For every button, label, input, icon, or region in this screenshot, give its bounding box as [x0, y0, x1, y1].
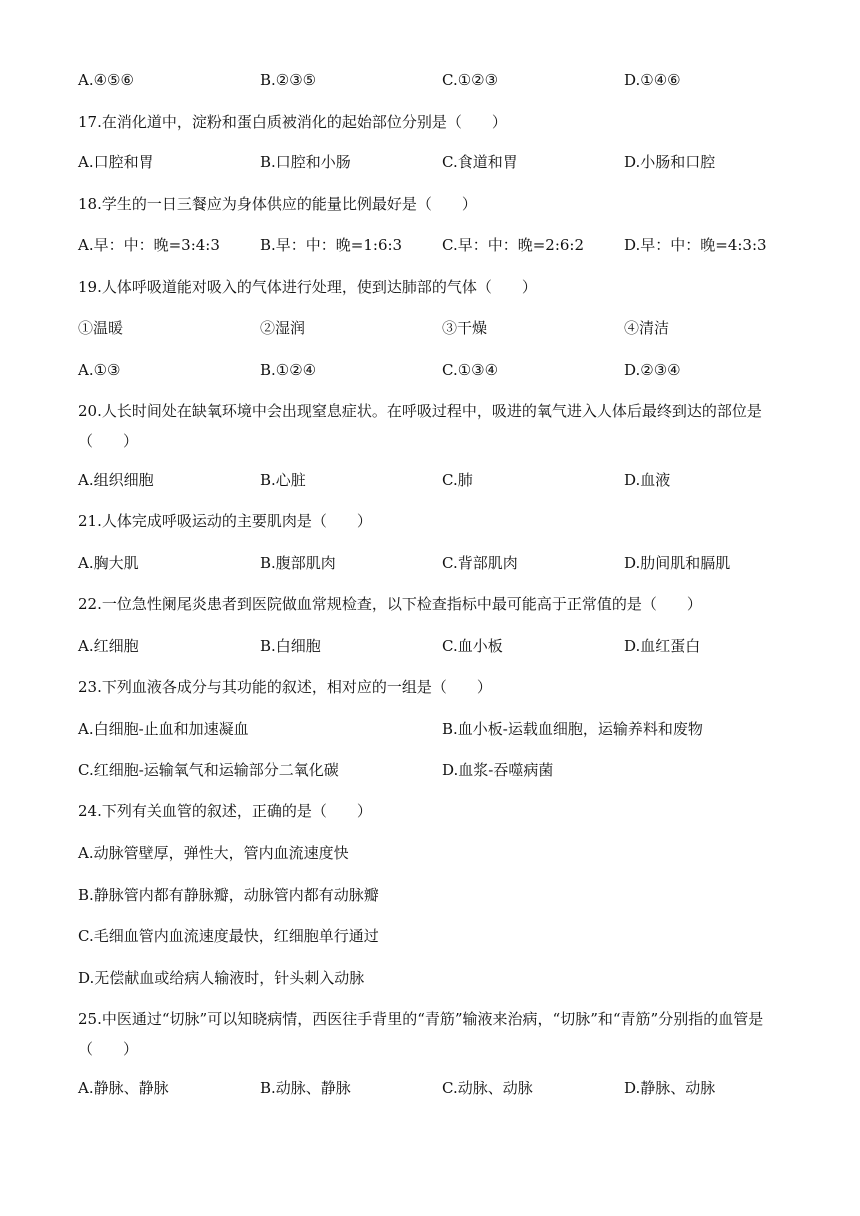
q18-option-a: A.早：中：晚=3:4:3 — [78, 236, 220, 254]
q25-option-a: A.静脉、静脉 — [78, 1079, 169, 1097]
q21-stem: 21.人体完成呼吸运动的主要肌肉是（ ） — [78, 512, 372, 530]
q21-option-d: D.肋间肌和膈肌 — [624, 554, 731, 572]
q23-option-a: A.白细胞-止血和加速凝血 — [78, 720, 249, 738]
q16-option-b: B.②③⑤ — [260, 71, 317, 89]
q19-option-d: D.②③④ — [624, 361, 681, 379]
q18-option-c: C.早：中：晚=2:6:2 — [442, 236, 585, 254]
q24-option-b: B.静脉管内都有静脉瓣，动脉管内都有动脉瓣 — [78, 886, 379, 904]
q25-option-d: D.静脉、动脉 — [624, 1079, 716, 1097]
q17-option-a: A.口腔和胃 — [78, 153, 154, 171]
q16-option-a: A.④⑤⑥ — [78, 71, 134, 89]
q24-option-d: D.无偿献血或给病人输液时，针头刺入动脉 — [78, 969, 365, 987]
q17-option-b: B.口腔和小肠 — [260, 153, 351, 171]
q19-item-4: ④清洁 — [624, 319, 670, 337]
q20-option-c: C.肺 — [442, 471, 473, 489]
q21-option-a: A.胸大肌 — [78, 554, 139, 572]
q23-option-c: C.红细胞-运输氧气和运输部分二氧化碳 — [78, 761, 339, 779]
q16-option-d: D.①④⑥ — [624, 71, 681, 89]
q20-option-b: B.心脏 — [260, 471, 306, 489]
q22-option-b: B.白细胞 — [260, 637, 321, 655]
q19-item-1: ①温暖 — [78, 319, 124, 337]
q20-option-d: D.血液 — [624, 471, 671, 489]
q19-item-3: ③干燥 — [442, 319, 488, 337]
q17-stem: 17.在消化道中，淀粉和蛋白质被消化的起始部位分别是（ ） — [78, 113, 507, 131]
q22-option-d: D.血红蛋白 — [624, 637, 701, 655]
q19-item-2: ②湿润 — [260, 319, 306, 337]
q21-option-c: C.背部肌肉 — [442, 554, 518, 572]
q19-option-a: A.①③ — [78, 361, 121, 379]
q19-option-c: C.①③④ — [442, 361, 499, 379]
q24-stem: 24.下列有关血管的叙述，正确的是（ ） — [78, 802, 372, 820]
q19-stem: 19.人体呼吸道能对吸入的气体进行处理，使到达肺部的气体（ ） — [78, 278, 537, 296]
q25-stem: 25.中医通过“切脉”可以知晓病情，西医往手背里的“青筋”输液来治病，“切脉”和“青筋”分别指的血管是（ ） — [78, 1010, 764, 1058]
q20-option-a: A.组织细胞 — [78, 471, 154, 489]
q25-option-c: C.动脉、动脉 — [442, 1079, 533, 1097]
q22-option-c: C.血小板 — [442, 637, 503, 655]
q22-option-a: A.红细胞 — [78, 637, 139, 655]
q25-option-b: B.动脉、静脉 — [260, 1079, 351, 1097]
q23-option-b: B.血小板-运载血细胞，运输养料和废物 — [442, 720, 703, 738]
q24-option-c: C.毛细血管内血流速度最快，红细胞单行通过 — [78, 927, 379, 945]
q17-option-d: D.小肠和口腔 — [624, 153, 716, 171]
q17-option-c: C.食道和胃 — [442, 153, 518, 171]
q21-option-b: B.腹部肌肉 — [260, 554, 336, 572]
q18-stem: 18.学生的一日三餐应为身体供应的能量比例最好是（ ） — [78, 195, 477, 213]
q20-stem: 20.人长时间处在缺氧环境中会出现窒息症状。在呼吸过程中，吸进的氧气进入人体后最终到达的部位是（ ） — [78, 402, 762, 450]
q16-option-c: C.①②③ — [442, 71, 499, 89]
q24-option-a: A.动脉管壁厚，弹性大，管内血流速度快 — [78, 844, 349, 862]
q18-option-d: D.早：中：晚=4:3:3 — [624, 236, 767, 254]
q19-option-b: B.①②④ — [260, 361, 317, 379]
q18-option-b: B.早：中：晚=1:6:3 — [260, 236, 403, 254]
q23-option-d: D.血浆-吞噬病菌 — [442, 761, 554, 779]
q23-stem: 23.下列血液各成分与其功能的叙述，相对应的一组是（ ） — [78, 678, 492, 696]
q22-stem: 22.一位急性阑尾炎患者到医院做血常规检查，以下检查指标中最可能高于正常值的是（ ） — [78, 595, 702, 613]
